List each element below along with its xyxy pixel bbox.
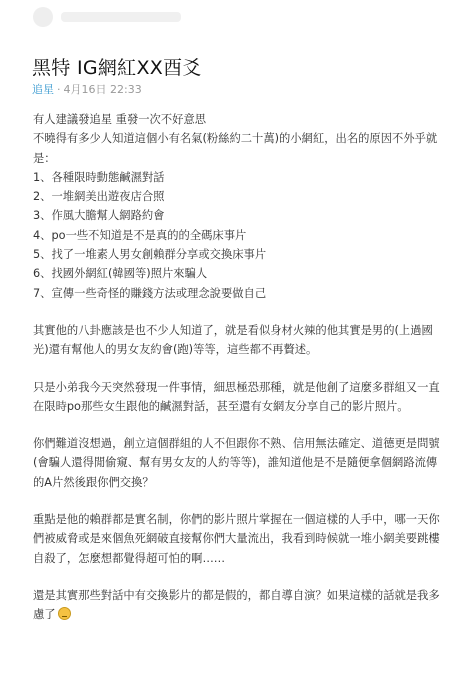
post-meta — [32, 81, 142, 97]
paragraph-closing — [33, 586, 445, 625]
post-date: 4月16日 22:33 — [63, 83, 142, 96]
author-bar[interactable] — [33, 7, 181, 27]
post-content — [33, 110, 445, 643]
paragraph-question: 你們難道沒想過，創立這個群組的人不但跟你不熟、信用無法確定、道德更是問號(會騙人還得閒偷窺、幫有男女友的人約等等)，誰知道他是不是隨便拿個網路流傳的A片然後跟你們交換？ — [33, 437, 440, 489]
paragraph-gossip: 其實他的八卦應該是也不少人知道了，就是看似身材火辣的他其實是男的(上過國光)還有幫他人的男女友約會(跑)等等，這些都不再贅述。 — [33, 323, 433, 357]
paragraph-intro: 有人建議發追星 重發一次不好意思 不曉得有多少人知道這個小有名氣(粉絲約二十萬)的小網紅，出名的原因不外乎就是： 1、各種限時動態鹹濕對話 2、一堆網美出遊夜店合照 3、作風大膽幫人網路約會 4、po一些不知道是不是真的的全碼床事片 5、找了一堆素人男女創賴群分享或交換床事片 6、找國外網紅(韓國等)照片來騙人 7、宣傳一些奇怪的賺錢方法或理念說要做自己 — [33, 113, 438, 300]
paragraph-warning: 重點是他的賴群都是實名制，你們的影片照片掌握在一個這樣的人手中，哪一天你們被威脅或是來個魚死網破直接幫你們大量流出，我看到時候就一堆小網美要跳樓自殺了，怎麼想都覺得超可怕的啊…… — [33, 513, 440, 565]
paragraph-discovery: 只是小弟我今天突然發現一件事情，細思極恐那種，就是他創了這麼多群組又一直在限時po那些女生跟他的鹹濕對話，甚至還有女網友分享自己的影片照片。 — [33, 380, 440, 413]
closing-text: 還是其實那些對話中有交換影片的都是假的，都自導自演？如果這樣的話就是我多慮了 — [33, 588, 440, 622]
author-name-placeholder — [61, 12, 181, 22]
avatar[interactable] — [33, 7, 53, 27]
meta-separator: · — [57, 83, 61, 96]
board-link[interactable]: 追星 — [32, 83, 54, 96]
thinking-face-icon — [58, 607, 71, 620]
post-title: 黑特 IG網紅XX酉爻 — [32, 57, 202, 79]
